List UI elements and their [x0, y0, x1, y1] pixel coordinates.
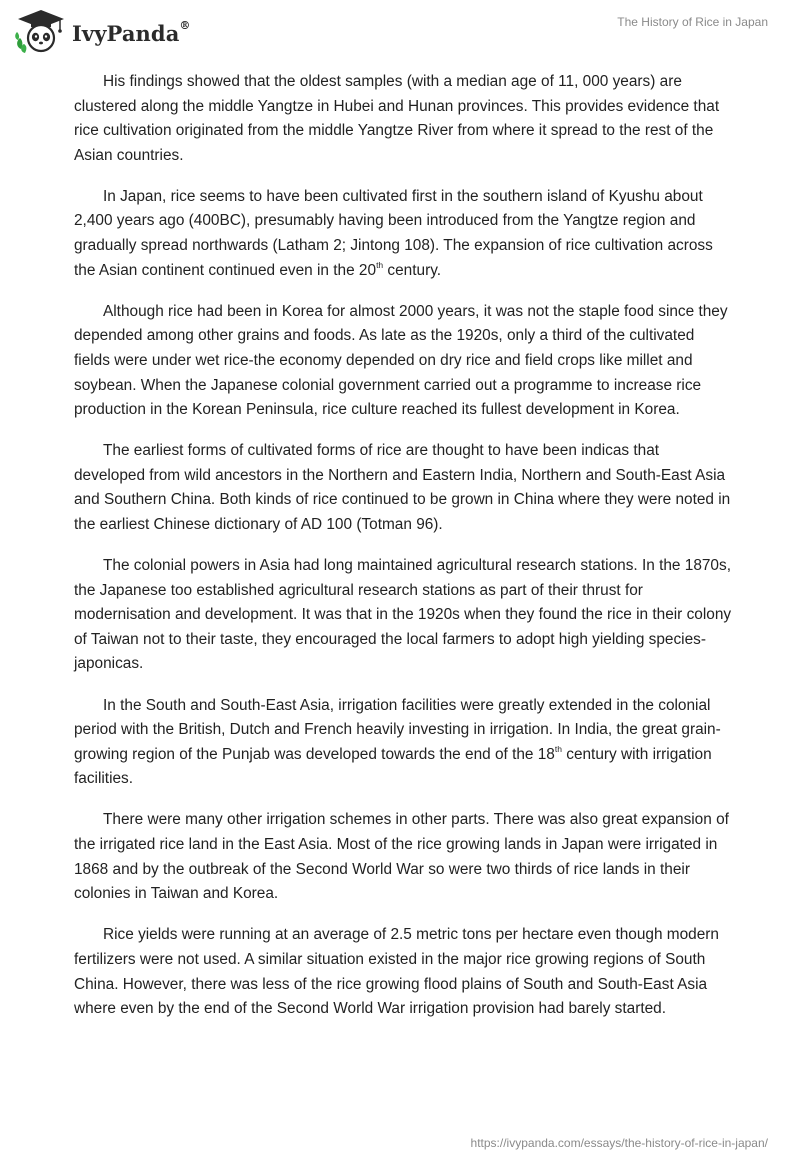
paragraph: Although rice had been in Korea for almost 2000 years, it was not the staple food since they depended among other grains and foods. As late as the 1920s, only a third of the cultivated fields were under wet rice-the economy depended on dry rice and field crops like millet and soybean. When the Japanese colonial government carried out a programme to increase rice production in the Korean Peninsula, rice culture reached its fullest development in Korea. — [74, 302, 728, 419]
paragraph: Rice yields were running at an average of 2.5 metric tons per hectare even though modern fertilizers were not used. A similar situation existed in the major rice growing regions of South China. However, there was less of the rice growing flood plains of South and South-East Asia where even by the end of the Second World War irrigation provision had barely started. — [74, 926, 719, 1018]
document-title: The History of Rice in Japan — [617, 15, 768, 29]
logo-wordmark: IvyPanda® — [72, 18, 191, 46]
paragraph: In the South and South-East Asia, irrigation facilities were greatly extended in the colonial period with the British, Dutch and French heavily investing in irrigation. In India, the great grain-growing region of the Punjab was developed towards the end of the 18th century with irrigation facilities. — [74, 696, 721, 788]
paragraph: In Japan, rice seems to have been cultivated first in the southern island of Kyushu about 2,400 years ago (400BC), presumably having been introduced from the Yangtze region and gradually spread northwards (Latham 2; Jintong 108). The expansion of rice cultivation across the Asian continent continued even in the 20th century. — [74, 187, 713, 279]
paragraph: The earliest forms of cultivated forms of rice are thought to have been indicas that developed from wild ancestors in the Northern and Eastern India, Northern and South-East Asia and Southern China. Both kinds of rice continued to be grown in China where they were noted in the earliest Chinese dictionary of AD 100 (Totman 96). — [74, 442, 731, 533]
source-url-link[interactable]: https://ivypanda.com/essays/the-history-of-rice-in-japan/ — [470, 1136, 768, 1150]
panda-graduation-cap-icon — [14, 8, 68, 54]
page-header — [0, 0, 800, 62]
essay-body — [74, 70, 734, 1038]
ivypanda-logo[interactable] — [14, 8, 191, 54]
paragraph: There were many other irrigation schemes in other parts. There was also great expansion of the irrigated rice land in the East Asia. Most of the rice growing lands in Japan were irrigated in 1868 and by the outbreak of the Second World War so were two thirds of rice lands in their colonies in Taiwan and Korea. — [74, 811, 729, 903]
paragraph: His findings showed that the oldest samples (with a median age of 11, 000 years) are clustered along the middle Yangtze in Hubei and Hunan provinces. This provides evidence that rice cultivation originated from the middle Yangtze River from where it spread to the rest of the Asian countries. — [74, 73, 720, 164]
paragraph: The colonial powers in Asia had long maintained agricultural research stations. In the 1870s, the Japanese too established agricultural research stations as part of their thrust for modernisation and development. It was that in the 1920s when they found the rice in their colony of Taiwan not to their taste, they encouraged the local farmers to adopt high yielding species-japonicas. — [74, 557, 732, 673]
